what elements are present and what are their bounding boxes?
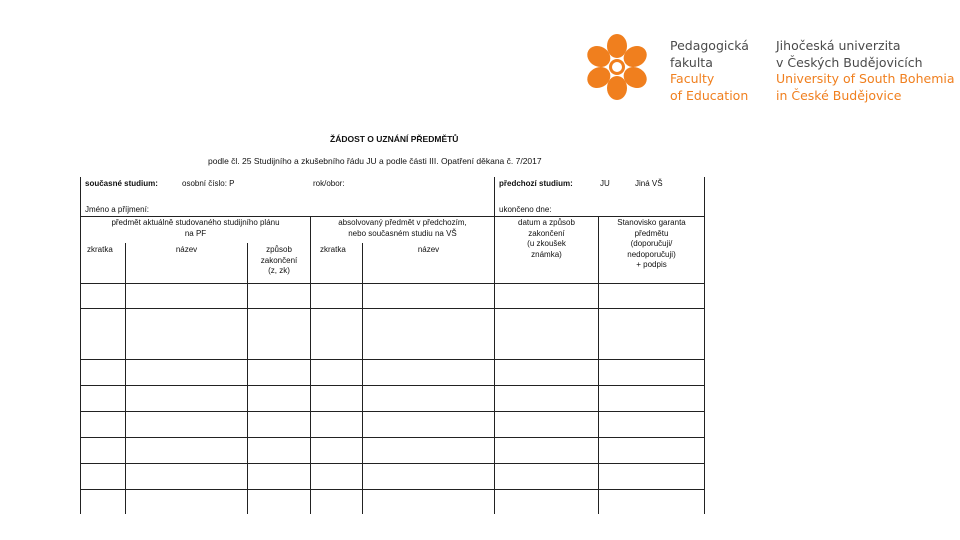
faculty-name [670, 38, 749, 104]
faculty-flower-logo-icon [583, 33, 651, 101]
faculty-en-line2: of Education [670, 87, 749, 103]
personal-number-label[interactable]: osobní číslo: P [182, 179, 235, 188]
university-en-line1: University of South Bohemia [776, 71, 955, 86]
col-guarantor-line3: (doporučuji/ [630, 239, 673, 248]
col-group-completed-subject-line2: nebo současném studiu na VŠ [348, 228, 457, 238]
col-group-completed-subject [311, 218, 494, 239]
name-label[interactable]: Jméno a příjmení: [85, 205, 150, 214]
col-guarantor-opinion [599, 218, 704, 271]
col-group-current-plan-line2: na PF [184, 228, 207, 238]
col-method-current [248, 245, 310, 277]
col-method-line3: (z, zk) [268, 266, 290, 275]
form-title: ŽÁDOST O UZNÁNÍ PŘEDMĚTŮ [330, 134, 459, 144]
col-group-current-plan-line1: předmět aktuálně studovaného studijního plánu [111, 218, 280, 227]
col-guarantor-line4: nedoporučuji) [627, 249, 676, 259]
col-group-current-plan [81, 218, 310, 239]
completed-date-label[interactable]: ukončeno dne: [499, 205, 552, 214]
university-en-line2: in České Budějovice [776, 87, 902, 103]
faculty-cz-line2: fakulta [670, 54, 713, 70]
col-date-method [495, 218, 598, 260]
col-date-line3: (u zkoušek [527, 239, 566, 248]
university-cz-line2: v Českých Budějovicích [776, 54, 923, 70]
faculty-en-line1: Faculty [670, 71, 715, 86]
col-method-line2: zakončení [260, 255, 298, 265]
option-ju[interactable]: JU [600, 179, 610, 188]
col-name-previous: název [417, 245, 440, 254]
university-name [776, 38, 955, 104]
col-name-current: název [175, 245, 198, 254]
col-abbr-current: zkratka [87, 245, 113, 254]
col-abbr-previous: zkratka [320, 245, 346, 254]
col-guarantor-line2: předmětu [634, 228, 669, 238]
form-subtitle: podle čl. 25 Studijního a zkušebního řádu JU a podle části III. Opatření děkana č. 7/2017 [208, 156, 542, 166]
col-guarantor-line1: Stanovisko garanta [617, 218, 686, 227]
col-group-completed-subject-line1: absolvovaný předmět v předchozím, [338, 218, 467, 227]
option-other-university[interactable]: Jiná VŠ [635, 179, 663, 188]
university-cz-line1: Jihočeská univerzita [776, 38, 901, 53]
year-field-label[interactable]: rok/obor: [313, 179, 345, 188]
current-study-label: současné studium: [85, 179, 158, 188]
col-date-line1: datum a způsob [518, 218, 575, 227]
col-method-line1: způsob [266, 245, 292, 254]
faculty-cz-line1: Pedagogická [670, 38, 749, 53]
col-guarantor-line5: + podpis [636, 260, 667, 269]
previous-study-label: předchozí studium: [499, 179, 573, 188]
col-date-line4: známka) [531, 249, 562, 259]
col-date-line2: zakončení [528, 228, 565, 238]
